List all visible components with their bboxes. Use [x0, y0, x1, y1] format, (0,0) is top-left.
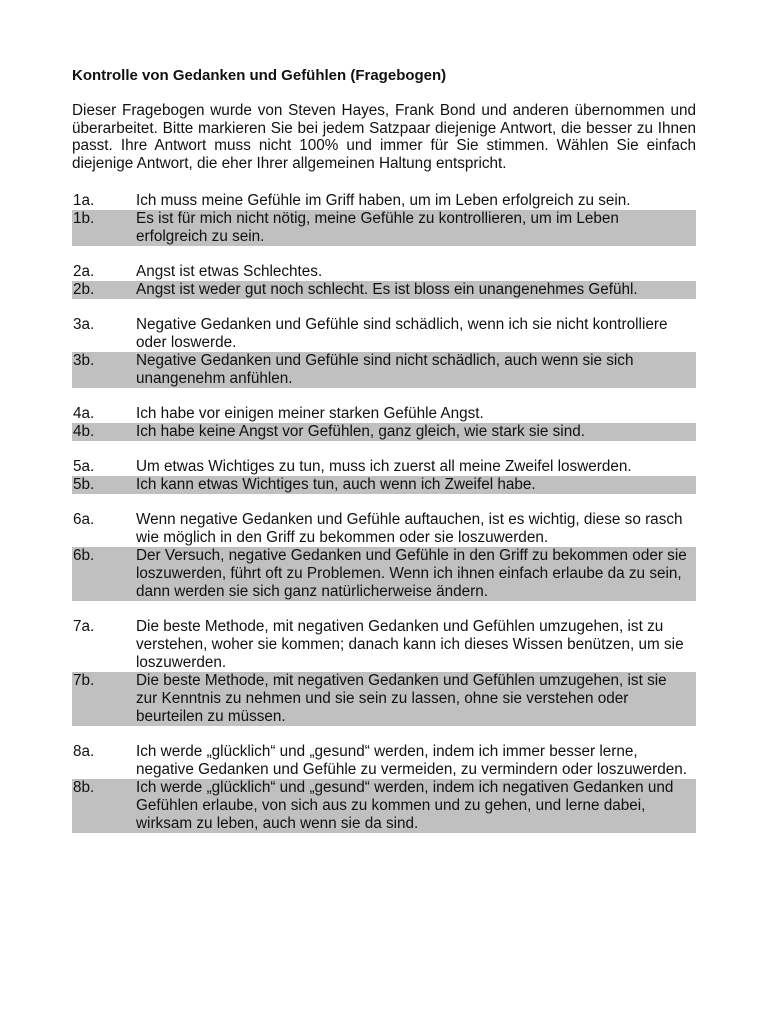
answer-text: Es ist für mich nicht nötig, meine Gefühle zu kontrollieren, um im Leben erfolgreich zu sein. — [136, 210, 619, 246]
answer-2a[interactable] — [72, 263, 696, 281]
answer-1a[interactable] — [72, 192, 696, 210]
answer-text: Die beste Methode, mit negativen Gedanken und Gefühlen umzugehen, ist zu verstehen, woher sie kommen; danach kann ich dieses Wissen benützen, um sie loszuwerden. — [136, 618, 684, 672]
answer-7b[interactable] — [72, 672, 696, 726]
answer-4a[interactable] — [72, 405, 696, 423]
answer-number: 4a. — [73, 405, 95, 423]
answer-text: Der Versuch, negative Gedanken und Gefühle in den Griff zu bekommen oder sie loszuwerden, führt oft zu Problemen. Wenn ich ihnen einfach erlaube da zu sein, dann werden sie sich ganz natürlicherweise ändern. — [136, 547, 687, 601]
question-pair-5 — [72, 458, 696, 494]
answer-number: 6a. — [73, 511, 95, 529]
question-pair-4 — [72, 405, 696, 441]
intro-paragraph: Dieser Fragebogen wurde von Steven Hayes, Frank Bond und anderen übernommen und überarbeitet. Bitte markieren Sie bei jedem Satzpaar diejenige Antwort, die besser zu Ihnen passt. Ihre Antwort muss nicht 100% und immer für Sie stimmen. Wählen Sie einfach diejenige Antwort, die eher Ihrer allgemeinen Haltung entspricht. — [72, 102, 696, 172]
answer-number: 7b. — [73, 672, 95, 690]
question-pair-6 — [72, 511, 696, 601]
answer-8a[interactable] — [72, 743, 696, 779]
answer-text: Negative Gedanken und Gefühle sind schädlich, wenn ich sie nicht kontrolliere oder loswerde. — [136, 316, 668, 352]
answer-number: 7a. — [73, 618, 95, 636]
answer-text: Negative Gedanken und Gefühle sind nicht schädlich, auch wenn sie sich unangenehm anfühlen. — [136, 352, 634, 388]
answer-6b[interactable] — [72, 547, 696, 601]
answer-number: 6b. — [73, 547, 95, 565]
answer-number: 4b. — [73, 423, 95, 441]
answer-number: 8a. — [73, 743, 95, 761]
answer-text: Wenn negative Gedanken und Gefühle auftauchen, ist es wichtig, diese so rasch wie möglich in den Griff zu bekommen oder sie loszuwerden. — [136, 511, 683, 547]
question-pair-7 — [72, 618, 696, 726]
answer-number: 1a. — [73, 192, 95, 210]
answer-7a[interactable] — [72, 618, 696, 672]
answer-3a[interactable] — [72, 316, 696, 352]
answer-1b[interactable] — [72, 210, 696, 246]
answer-6a[interactable] — [72, 511, 696, 547]
answer-text: Um etwas Wichtiges zu tun, muss ich zuerst all meine Zweifel loswerden. — [136, 458, 632, 476]
answer-number: 5a. — [73, 458, 95, 476]
answer-number: 2b. — [73, 281, 95, 299]
answer-text: Ich habe vor einigen meiner starken Gefühle Angst. — [136, 405, 484, 423]
question-pair-3 — [72, 316, 696, 388]
answer-3b[interactable] — [72, 352, 696, 388]
answer-number: 8b. — [73, 779, 95, 797]
answer-2b[interactable] — [72, 281, 696, 299]
answer-4b[interactable] — [72, 423, 696, 441]
answer-text: Ich werde „glücklich“ und „gesund“ werden, indem ich immer besser lerne, negative Gedanken und Gefühle zu vermeiden, zu vermindern oder loszuwerden. — [136, 743, 688, 779]
answer-number: 5b. — [73, 476, 95, 494]
answer-text: Ich muss meine Gefühle im Griff haben, um im Leben erfolgreich zu sein. — [136, 192, 631, 210]
answer-text: Ich werde „glücklich“ und „gesund“ werden, indem ich negativen Gedanken und Gefühlen erlaube, von sich aus zu kommen und zu gehen, und lerne dabei, wirksam zu leben, auch wenn sie da sind. — [136, 779, 674, 833]
answer-number: 3a. — [73, 316, 95, 334]
answer-text: Ich kann etwas Wichtiges tun, auch wenn ich Zweifel habe. — [136, 476, 536, 494]
answer-text: Die beste Methode, mit negativen Gedanken und Gefühlen umzugehen, ist sie zur Kenntnis zu nehmen und sie sein zu lassen, ohne sie verstehen oder beurteilen zu müssen. — [136, 672, 667, 726]
question-pair-2 — [72, 263, 696, 299]
answer-text: Angst ist etwas Schlechtes. — [136, 263, 323, 281]
document-title: Kontrolle von Gedanken und Gefühlen (Fragebogen) — [72, 67, 447, 84]
answer-number: 1b. — [73, 210, 95, 228]
answer-number: 2a. — [73, 263, 95, 281]
answer-8b[interactable] — [72, 779, 696, 833]
document-page — [72, 66, 696, 850]
question-pair-8 — [72, 743, 696, 833]
answer-5b[interactable] — [72, 476, 696, 494]
answer-5a[interactable] — [72, 458, 696, 476]
question-pair-1 — [72, 192, 696, 246]
answer-text: Angst ist weder gut noch schlecht. Es ist bloss ein unangenehmes Gefühl. — [136, 281, 638, 299]
answer-number: 3b. — [73, 352, 95, 370]
answer-text: Ich habe keine Angst vor Gefühlen, ganz gleich, wie stark sie sind. — [136, 423, 585, 441]
